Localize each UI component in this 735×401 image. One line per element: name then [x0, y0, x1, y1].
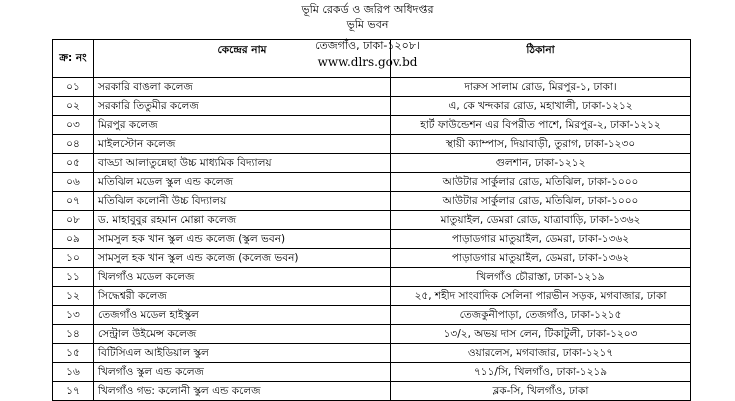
org-name: ভূমি রেকর্ড ও জরিপ অধিদপ্তর	[301, 3, 434, 16]
centre-name-cell: সরকারি বাঙলা কলেজ	[94, 78, 391, 97]
address-cell: ২৫, শহীদ সাংবাদিক সেলিনা পারভীন সড়ক, মগবাজার, ঢাকা	[391, 287, 691, 306]
table-row	[53, 382, 691, 401]
serial-cell: ০৩	[53, 116, 94, 135]
address-cell: ৭১১/সি, খিলগাঁও, ঢাকা-১২১৯	[391, 363, 691, 382]
centre-name-cell: ড. মাহাবুবুর রহমান মোল্লা কলেজ	[94, 211, 391, 230]
address-cell: ১৩/২, অভয় দাস লেন, টিকাটুলী, ঢাকা-১২০৩	[391, 325, 691, 344]
table-row	[53, 154, 691, 173]
centre-name-cell: মতিঝিল কলোনী উচ্চ বিদ্যালয়	[94, 192, 391, 211]
location-line: তেজগাঁও, ঢাকা-১২০৮।	[315, 39, 420, 52]
serial-cell: ০২	[53, 97, 94, 116]
centre-name-cell: সামসুল হক খান স্কুল এন্ড কলেজ (স্কুল ভবন)	[94, 230, 391, 249]
serial-cell: ১৫	[53, 344, 94, 363]
serial-cell: ১১	[53, 268, 94, 287]
table-row	[53, 325, 691, 344]
centre-name-cell: মাইলস্টোন কলেজ	[94, 135, 391, 154]
col-header-name: কেন্দ্রের নাম	[94, 40, 391, 78]
centre-name-cell: খিলগাঁও স্কুল এন্ড কলেজ	[94, 363, 391, 382]
serial-cell: ১২	[53, 287, 94, 306]
table-row	[53, 173, 691, 192]
centre-name-cell: সরকারি তিতুমীর কলেজ	[94, 97, 391, 116]
address-cell: তেজকুনীপাড়া, তেজগাঁও, ঢাকা-১২১৫	[391, 306, 691, 325]
table-row	[53, 363, 691, 382]
table-row	[53, 268, 691, 287]
centre-name-cell: মতিঝিল মডেল স্কুল এন্ড কলেজ	[94, 173, 391, 192]
address-cell: এ, কে খন্দকার রোড, মহাখালী, ঢাকা-১২১২	[391, 97, 691, 116]
centre-name-cell: বাড্ডা আলাতুন্নেছা উচ্চ মাধ্যমিক বিদ্যালয়	[94, 154, 391, 173]
centre-name-cell: তেজগাঁও মডেল হাইস্কুল	[94, 306, 391, 325]
serial-cell: ১৪	[53, 325, 94, 344]
centre-name-cell: মিরপুর কলেজ	[94, 116, 391, 135]
centre-name-cell: বিটিসিএল আইডিয়াল স্কুল	[94, 344, 391, 363]
table-row	[53, 230, 691, 249]
exam-centre-table	[52, 39, 691, 401]
table-row	[53, 135, 691, 154]
table-row	[53, 344, 691, 363]
serial-cell: ১০	[53, 249, 94, 268]
address-cell: মাতুয়াইল, ডেমরা রোড, যাত্রাবাড়ি, ঢাকা-১৩৬২	[391, 211, 691, 230]
address-cell: খিলগাঁও চৌরাস্তা, ঢাকা-১২১৯	[391, 268, 691, 287]
table-row	[53, 78, 691, 97]
centre-name-cell: খিলগাঁও মডেল কলেজ	[94, 268, 391, 287]
address-cell: ব্লক-সি, খিলগাঁও, ঢাকা	[391, 382, 691, 401]
centre-name-cell: খিলগাঁও গভ: কলোনী স্কুল এন্ড কলেজ	[94, 382, 391, 401]
building-name: ভূমি ভবন	[346, 18, 389, 31]
serial-cell: ১৩	[53, 306, 94, 325]
address-cell: আউটার সার্কুলার রোড, মতিঝিল, ঢাকা-১০০০	[391, 173, 691, 192]
col-header-serial: ক্র: নং	[53, 40, 94, 78]
serial-cell: ০৯	[53, 230, 94, 249]
address-cell: আউটার সার্কুলার রোড, মতিঝিল, ঢাকা-১০০০	[391, 192, 691, 211]
table-row	[53, 249, 691, 268]
table-row	[53, 116, 691, 135]
serial-cell: ০৫	[53, 154, 94, 173]
website-link[interactable]: www.dlrs.gov.bd	[317, 55, 418, 69]
address-cell: গুলশান, ঢাকা-১২১২	[391, 154, 691, 173]
address-cell: ওয়ারলেস, মগবাজার, ঢাকা-১২১৭	[391, 344, 691, 363]
table-row	[53, 287, 691, 306]
table-row	[53, 192, 691, 211]
table-row	[53, 211, 691, 230]
address-cell: হার্ট ফাউন্ডেশন এর বিপরীত পাশে, মিরপুর-২, ঢাকা-১২১২	[391, 116, 691, 135]
table-row	[53, 306, 691, 325]
address-cell: পাড়াডগার মাতুয়াইল, ডেমরা, ঢাকা-১৩৬২	[391, 230, 691, 249]
centre-name-cell: সামসুল হক খান স্কুল এন্ড কলেজ (কলেজ ভবন)	[94, 249, 391, 268]
address-cell: স্থায়ী ক্যাম্পাস, দিয়াবাড়ী, তুরাগ, ঢাকা-১২৩০	[391, 135, 691, 154]
serial-cell: ০৭	[53, 192, 94, 211]
table-row	[53, 97, 691, 116]
serial-cell: ১৬	[53, 363, 94, 382]
centre-name-cell: সিদ্ধেশ্বরী কলেজ	[94, 287, 391, 306]
centre-name-cell: সেন্ট্রাল উইমেন্স কলেজ	[94, 325, 391, 344]
serial-cell: ১৭	[53, 382, 94, 401]
serial-cell: ০৪	[53, 135, 94, 154]
serial-cell: ০৮	[53, 211, 94, 230]
serial-cell: ০১	[53, 78, 94, 97]
serial-cell: ০৬	[53, 173, 94, 192]
address-cell: পাড়াডগার মাতুয়াইল, ডেমরা, ঢাকা-১৩৬২	[391, 249, 691, 268]
address-cell: দারুস সালাম রোড, মিরপুর-১, ঢাকা।	[391, 78, 691, 97]
col-header-address: ঠিকানা	[391, 40, 691, 78]
